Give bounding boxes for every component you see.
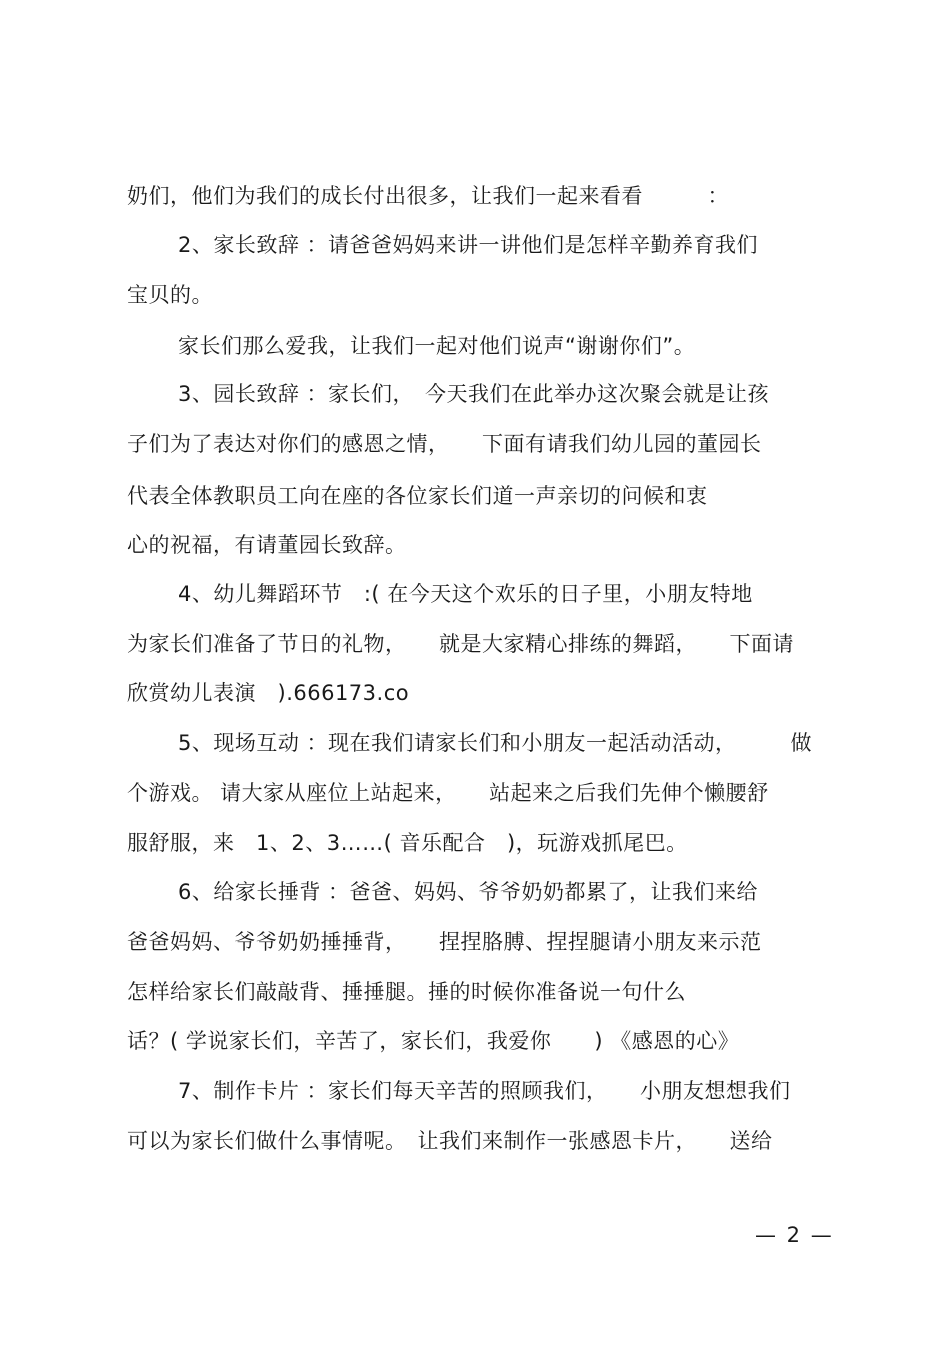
text-line-4: 家长们那么爱我，让我们一起对他们说声“谢谢你们”。: [178, 334, 696, 358]
text-line-8: 心的祝福，有请董园长致辞。: [127, 533, 407, 557]
text-line-10: 为家长们准备了节日的礼物， 就是大家精心排练的舞蹈， 下面请: [127, 632, 794, 656]
text-line-9: 4、幼儿舞蹈环节 :( 在今天这个欢乐的日子里，小朋友特地: [178, 582, 753, 606]
text-line-16: 爸爸妈妈、爷爷奶奶捶捶背， 捏捏胳膊、捏捏腿请小朋友来示范: [127, 930, 762, 954]
text-line-13: 个游戏。 请大家从座位上站起来， 站起来之后我们先伸个懒腰舒: [127, 781, 769, 805]
text-line-5: 3、园长致辞 ：家长们， 今天我们在此举办这次聚会就是让孩: [178, 382, 770, 406]
text-line-18: 话？( 学说家长们，辛苦了，家长们，我爱你 ) 《感恩的心》: [127, 1029, 740, 1053]
text-line-2: 2、家长致辞 ：请爸爸妈妈来讲一讲他们是怎样辛勤养育我们: [178, 233, 759, 257]
text-line-14: 服舒服，来 1、2、3……( 音乐配合 )，玩游戏抓尾巴。: [127, 831, 688, 855]
text-line-6: 子们为了表达对你们的感恩之情， 下面有请我们幼儿园的董园长: [127, 432, 762, 456]
text-line-20: 可以为家长们做什么事情呢。 让我们来制作一张感恩卡片， 送给: [127, 1129, 773, 1153]
text-line-12: 5、现场互动 ：现在我们请家长们和小朋友一起活动活动， 做: [178, 731, 813, 755]
text-line-19: 7、制作卡片 ：家长们每天辛苦的照顾我们， 小朋友想想我们: [178, 1079, 791, 1103]
text-line-11: 欣赏幼儿表演 ).666173.co: [127, 681, 410, 705]
text-line-7: 代表全体教职员工向在座的各位家长们道一声亲切的问候和衷: [127, 484, 708, 508]
text-line-1: 奶们，他们为我们的成长付出很多，让我们一起来看看 ：: [127, 184, 729, 208]
text-line-3: 宝贝的。: [127, 283, 213, 307]
text-line-15: 6、给家长捶背 ：爸爸、妈妈、爷爷奶奶都累了，让我们来给: [178, 880, 759, 904]
text-line-17: 怎样给家长们敲敲背、捶捶腿。捶的时候你准备说一句什么: [127, 980, 686, 1004]
page-number: — 2 —: [755, 1223, 834, 1247]
